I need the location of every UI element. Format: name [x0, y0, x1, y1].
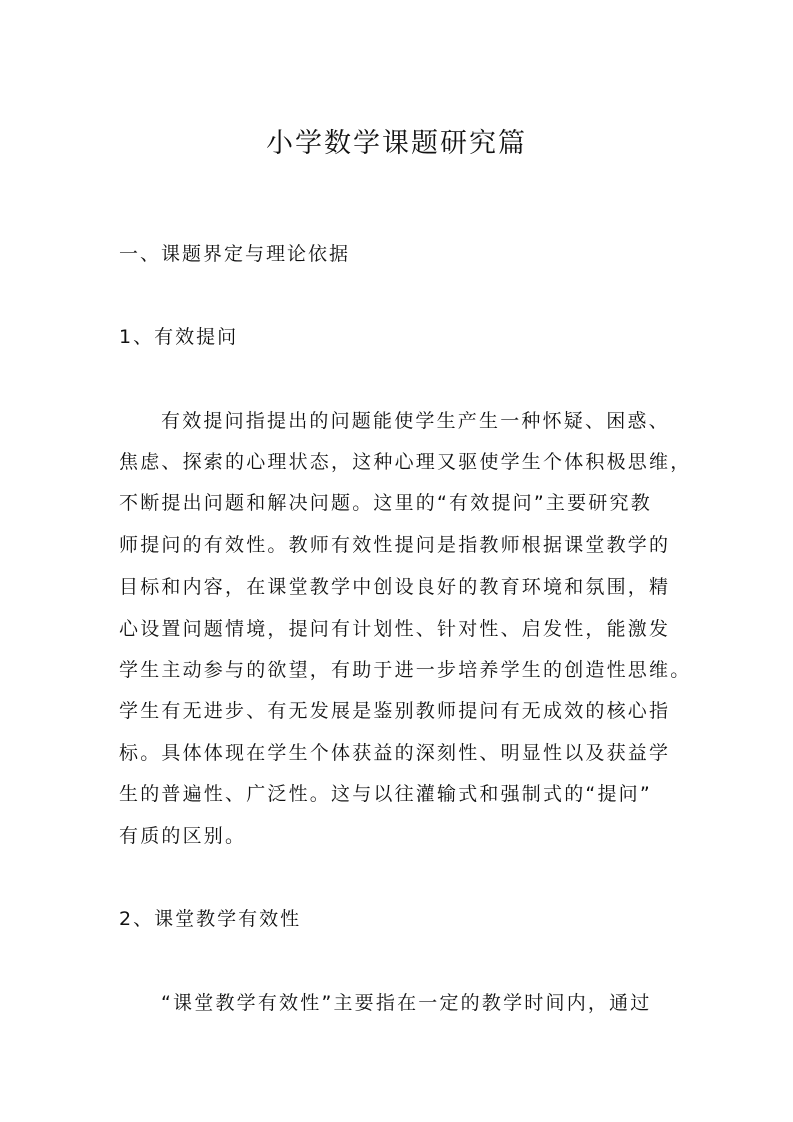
paragraph-line: 师提问的有效性。教师有效性提问是指教师根据课堂教学的 — [119, 534, 671, 556]
paragraph-line: 学生主动参与的欲望，有助于进一步培养学生的创造性思维。 — [119, 659, 692, 681]
subsection-heading-2: 2、课堂教学有效性 — [119, 908, 302, 930]
paragraph-line: 有质的区别。 — [119, 825, 247, 847]
document-title: 小学数学课题研究篇 — [266, 128, 527, 159]
subsection-heading-1: 1、有效提问 — [119, 326, 239, 348]
paragraph-line: 心设置问题情境，提问有计划性、针对性、启发性，能激发 — [119, 618, 671, 640]
paragraph-line: 生的普遍性、广泛性。这与以往灌输式和强制式的“提问” — [119, 783, 652, 805]
paragraph-line: “课堂教学有效性”主要指在一定的教学时间内，通过 — [161, 992, 652, 1014]
paragraph-line: 学生有无进步、有无发展是鉴别教师提问有无成效的核心指 — [119, 700, 671, 722]
section-heading-1: 一、课题界定与理论依据 — [119, 243, 351, 265]
paragraph-line: 有效提问指提出的问题能使学生产生一种怀疑、困惑、 — [161, 410, 670, 432]
paragraph-line: 标。具体体现在学生个体获益的深刻性、明显性以及获益学 — [119, 742, 671, 764]
paragraph-line: 焦虑、探索的心理状态，这种心理又驱使学生个体积极思维， — [119, 451, 692, 473]
paragraph-line: 不断提出问题和解决问题。这里的“有效提问”主要研究教 — [119, 492, 652, 514]
paragraph-line: 目标和内容，在课堂教学中创设良好的教育环境和氛围，精 — [119, 576, 671, 598]
